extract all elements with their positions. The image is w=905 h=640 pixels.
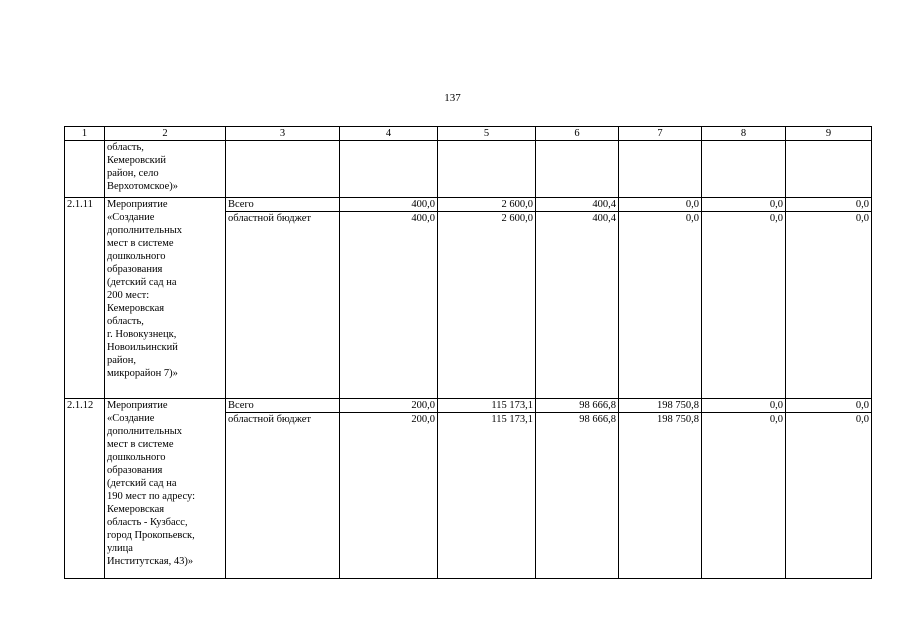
- value-cell: 98 666,8: [536, 413, 619, 579]
- column-header: 9: [786, 127, 872, 141]
- table-row: [65, 198, 872, 212]
- measure-name-cell: Мероприятие «Создание дополнительных мест в системе дошкольного образования (детский сад на 200 мест: Кемеровская область, г. Новокузнецк, Новоильинский район, микрорайон 7)»: [105, 198, 226, 399]
- source-cell: [226, 141, 340, 198]
- continuation-row: [65, 141, 872, 198]
- column-header: 2: [105, 127, 226, 141]
- source-cell: областной бюджет: [226, 212, 340, 399]
- value-cell: 0,0: [786, 212, 872, 399]
- code-cell: 2.1.12: [65, 399, 105, 579]
- column-header: 7: [619, 127, 702, 141]
- value-cell: 200,0: [340, 399, 438, 413]
- value-cell: 200,0: [340, 413, 438, 579]
- value-cell: [619, 141, 702, 198]
- header-row: [65, 127, 872, 141]
- value-cell: 0,0: [702, 399, 786, 413]
- column-header: 5: [438, 127, 536, 141]
- column-header: 4: [340, 127, 438, 141]
- value-cell: 2 600,0: [438, 212, 536, 399]
- table-row: [65, 399, 872, 413]
- column-header: 6: [536, 127, 619, 141]
- value-cell: [536, 141, 619, 198]
- value-cell: [786, 141, 872, 198]
- source-cell: Всего: [226, 198, 340, 212]
- value-cell: 400,0: [340, 198, 438, 212]
- value-cell: 0,0: [786, 413, 872, 579]
- value-cell: 0,0: [619, 212, 702, 399]
- value-cell: 2 600,0: [438, 198, 536, 212]
- value-cell: 0,0: [702, 413, 786, 579]
- column-header: 1: [65, 127, 105, 141]
- code-cell: [65, 141, 105, 198]
- code-cell: 2.1.11: [65, 198, 105, 399]
- value-cell: 198 750,8: [619, 399, 702, 413]
- source-cell: Всего: [226, 399, 340, 413]
- value-cell: 0,0: [786, 198, 872, 212]
- value-cell: 98 666,8: [536, 399, 619, 413]
- column-header: 3: [226, 127, 340, 141]
- column-header: 8: [702, 127, 786, 141]
- value-cell: 0,0: [702, 198, 786, 212]
- measure-name-cell: область, Кемеровский район, село Верхотомское)»: [105, 141, 226, 198]
- value-cell: 115 173,1: [438, 413, 536, 579]
- value-cell: 0,0: [786, 399, 872, 413]
- source-cell: областной бюджет: [226, 413, 340, 579]
- value-cell: 400,4: [536, 198, 619, 212]
- value-cell: [340, 141, 438, 198]
- value-cell: 115 173,1: [438, 399, 536, 413]
- value-cell: 400,0: [340, 212, 438, 399]
- value-cell: 0,0: [619, 198, 702, 212]
- value-cell: 0,0: [702, 212, 786, 399]
- value-cell: 198 750,8: [619, 413, 702, 579]
- value-cell: [702, 141, 786, 198]
- measure-name-cell: Мероприятие «Создание дополнительных мест в системе дошкольного образования (детский сад на 190 мест по адресу: Кемеровская область - Кузбасс, город Прокопьевск, улица Институтская, 43)»: [105, 399, 226, 579]
- page-number: 137: [444, 92, 461, 104]
- budget-table: [64, 126, 872, 579]
- value-cell: 400,4: [536, 212, 619, 399]
- value-cell: [438, 141, 536, 198]
